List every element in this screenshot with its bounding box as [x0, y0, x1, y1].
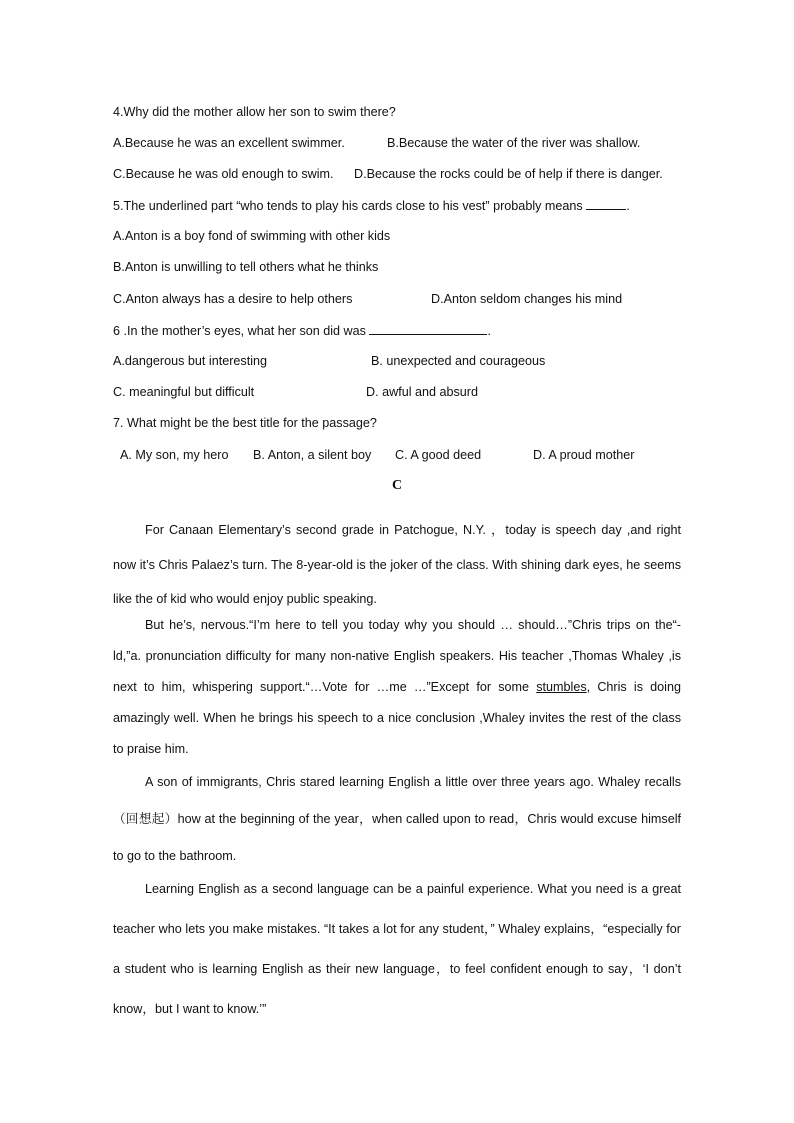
q4-option-c: C.Because he was old enough to swim. — [113, 167, 334, 181]
q5-option-b: B.Anton is unwilling to tell others what he thinks — [113, 260, 379, 274]
paragraph-3-text: A son of immigrants, Chris stared learning English a little over three years ago. Whaley recalls（回想起）how at the beginning of the year，when called upon to read，Chris would excuse himself to go to the bathroom. — [113, 775, 681, 863]
passage-paragraph-3 — [113, 764, 681, 875]
q5-option-a: A.Anton is a boy fond of swimming with other kids — [113, 229, 391, 243]
q7-option-a: A. My son, my hero — [120, 448, 229, 462]
passage-paragraph-4 — [113, 869, 681, 1029]
q6-stem-end: . — [487, 324, 491, 338]
q5-stem-line — [113, 197, 630, 214]
q4-stem: 4.Why did the mother allow her son to swim there? — [113, 105, 396, 119]
q4-option-b: B.Because the water of the river was shallow. — [387, 136, 641, 150]
q7-stem: 7. What might be the best title for the passage? — [113, 416, 377, 430]
q6-option-d: D. awful and absurd — [366, 385, 479, 399]
paragraph-2-text — [113, 610, 681, 765]
q6-option-b: B. unexpected and courageous — [371, 354, 546, 368]
underlined-word: stumbles — [536, 680, 587, 694]
q6-stem: 6 .In the mother’s eyes, what her son did was — [113, 324, 366, 338]
q5-stem: 5.The underlined part “who tends to play his cards close to his vest” probably means — [113, 199, 583, 213]
q5-option-d: D.Anton seldom changes his mind — [431, 292, 623, 306]
q7-option-c: C. A good deed — [395, 448, 482, 462]
paragraph-4-text: Learning English as a second language can be a painful experience. What you need is a great teacher who lets you make mistakes. “It takes a lot for any student，” Whaley explains，“especially for a student who is learning English as their new language，to feel confident enough to say，‘I don’t know，but I want to know.’” — [113, 882, 681, 1016]
q7-option-d: D. A proud mother — [533, 448, 635, 462]
q4-option-a: A.Because he was an excellent swimmer. — [113, 136, 345, 150]
paragraph-2-before: But he’s, nervous.“I’m here to tell you today why you should … should…”Chris trips on the“-ld,”a. pronunciation difficulty for many non-native English speakers. His teacher ,Thomas Whaley ,is next to him, whispering support.“…Vote for …me …”Except for some — [113, 618, 681, 694]
q4-option-d: D.Because the rocks could be of help if there is danger. — [354, 167, 663, 181]
q7-option-b: B. Anton, a silent boy — [253, 448, 372, 462]
q6-option-c: C. meaningful but difficult — [113, 385, 255, 399]
q6-option-a: A.dangerous but interesting — [113, 354, 268, 368]
q6-stem-line — [113, 322, 491, 339]
passage-paragraph-2 — [113, 610, 681, 765]
section-heading: C — [391, 478, 403, 493]
q6-answer-blank — [369, 322, 487, 335]
paragraph-1-text: For Canaan Elementary’s second grade in Patchogue, N.Y. ，today is speech day ,and right now it’s Chris Palaez’s turn. The 8-year-old is the joker of the class. With shining dark eyes, he seems like the of kid who would enjoy public speaking. — [113, 523, 681, 606]
q5-answer-blank — [586, 197, 626, 210]
paragraph-2-after: , Chris is doing amazingly well. When he brings his speech to a nice conclusion ,Whaley invites the rest of the class to praise him. — [113, 680, 681, 756]
q5-option-c: C.Anton always has a desire to help others — [113, 292, 353, 306]
passage-paragraph-1 — [113, 513, 681, 617]
q5-stem-end: . — [626, 199, 630, 213]
